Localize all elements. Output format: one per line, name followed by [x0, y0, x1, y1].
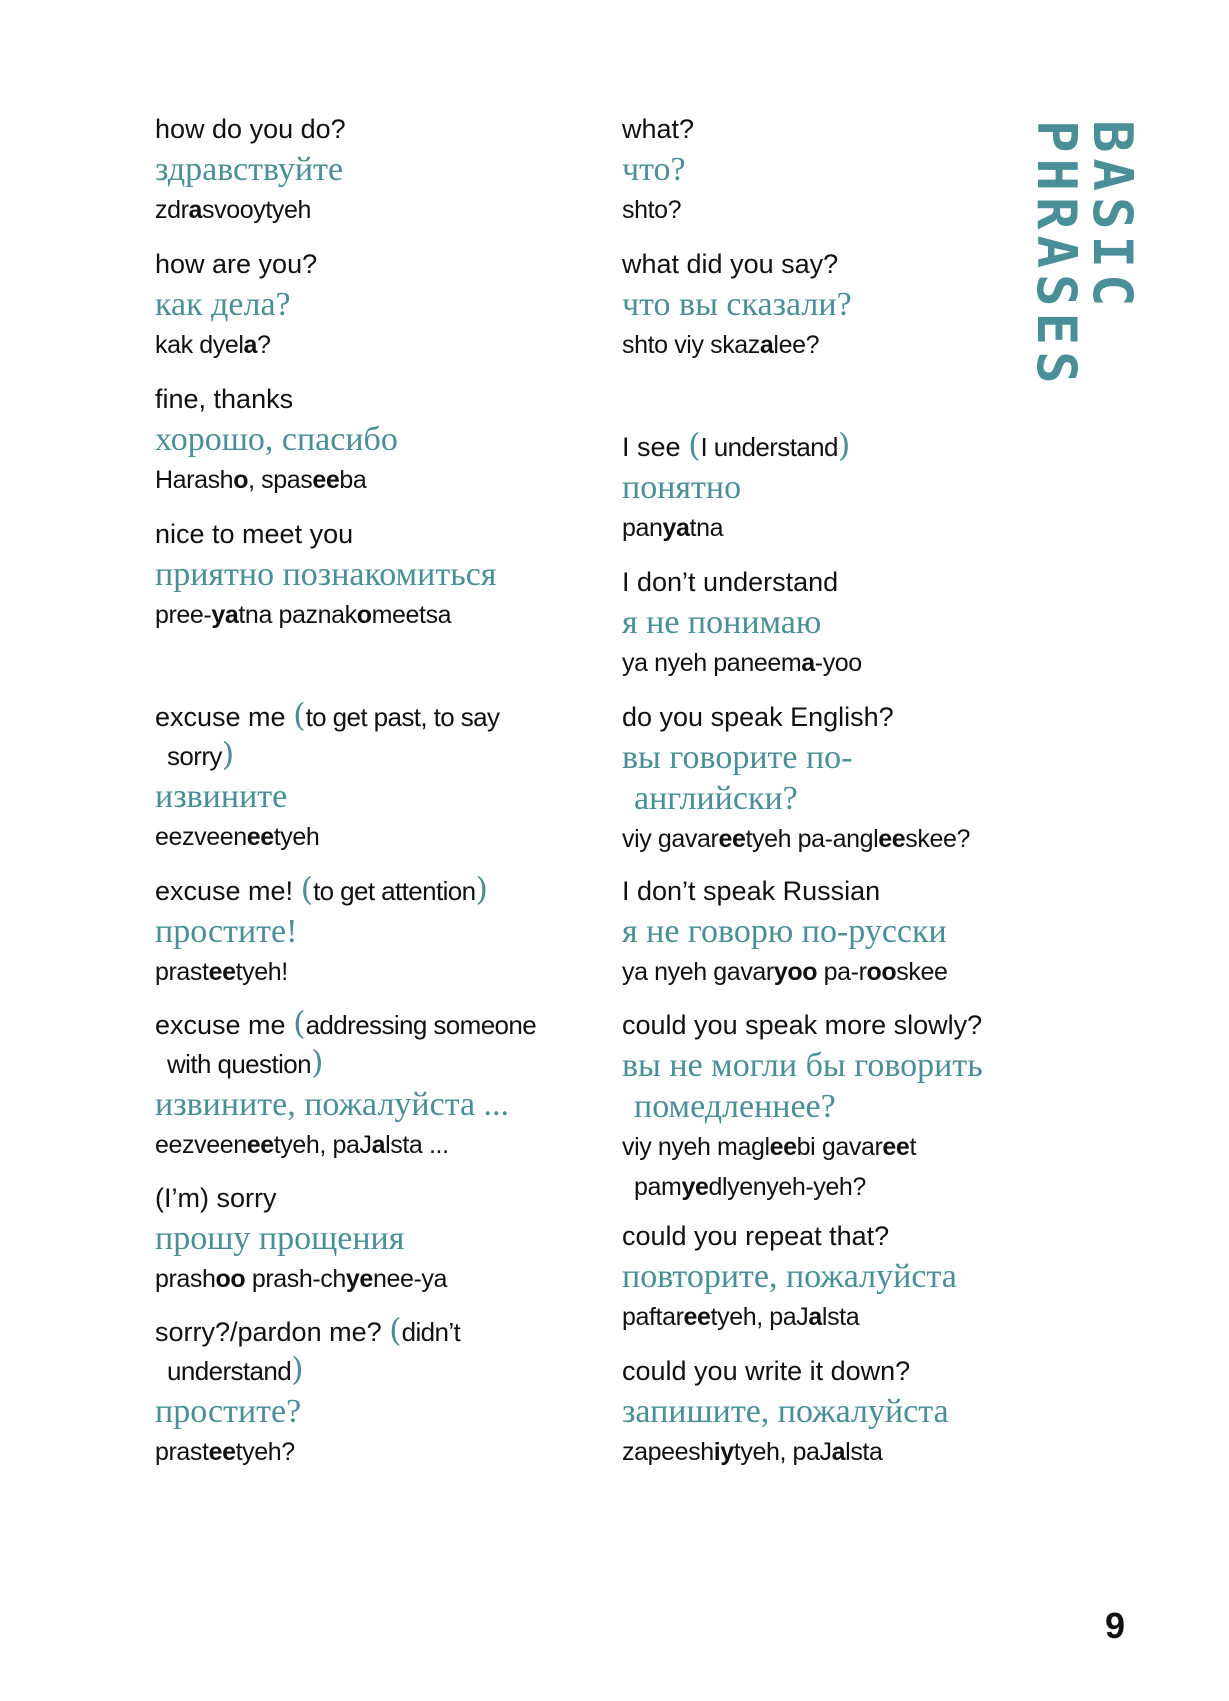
stressed-syllable: oo — [866, 958, 897, 986]
english-text: excuse me! — [155, 876, 294, 906]
transliteration — [622, 325, 1042, 365]
transliteration — [155, 460, 565, 500]
usage-note: I understand — [700, 432, 838, 462]
stressed-syllable: a — [808, 1303, 822, 1331]
transliteration — [155, 1432, 565, 1472]
phrase-excuse-me-question — [155, 1006, 565, 1165]
russian-phrase: простите! — [155, 913, 298, 950]
usage-note: didn’t — [401, 1317, 461, 1347]
stressed-syllable: yoo — [773, 958, 818, 986]
english-phrase: fine, thanks — [155, 384, 294, 414]
russian-phrase: как дела? — [155, 286, 291, 323]
transliteration-cont — [622, 1167, 1042, 1207]
russian-phrase: я не понимаю — [622, 604, 822, 641]
transliteration — [622, 819, 1042, 859]
syllable: tyeh — [273, 823, 320, 851]
syllable: kak dyel — [155, 331, 244, 359]
stressed-syllable: ee — [312, 466, 340, 494]
stressed-syllable: a — [831, 1438, 846, 1466]
english-phrase: excuse me (to get past, to say — [155, 696, 500, 734]
syllable: -yoo — [814, 649, 862, 677]
stressed-syllable: ye — [681, 1173, 709, 1201]
syllable: lee? — [773, 331, 820, 359]
syllable: tyeh, paJ — [273, 1131, 372, 1159]
syllable: tyeh, paJ — [733, 1438, 832, 1466]
russian-phrase: повторите, пожалуйста — [622, 1258, 957, 1295]
phrase-fine-thanks — [155, 380, 565, 500]
russian-phrase: приятно познакомиться — [155, 556, 497, 593]
transliteration — [155, 1125, 565, 1165]
russian-phrase: что вы сказали? — [622, 286, 852, 323]
phrase-what-did-you-say — [622, 245, 1042, 365]
transliteration — [622, 508, 1042, 548]
syllable: prash-ch — [245, 1265, 346, 1293]
phrase-what — [622, 110, 1042, 230]
stressed-syllable: ye — [345, 1265, 373, 1293]
stressed-syllable: a — [188, 196, 203, 224]
transliteration — [622, 1432, 1042, 1472]
syllable: tna — [689, 514, 724, 542]
transliteration — [155, 325, 565, 365]
english-phrase: could you write it down? — [622, 1356, 911, 1386]
english-phrase: excuse me (addressing someone — [155, 1004, 537, 1042]
syllable: shto? — [622, 196, 682, 224]
stressed-syllable: a — [801, 649, 815, 677]
syllable: dlyenyeh-yeh? — [708, 1173, 866, 1201]
english-text: excuse me — [155, 1010, 286, 1040]
phrase-how-are-you — [155, 245, 565, 365]
stressed-syllable: a — [243, 331, 258, 359]
english-phrase: could you repeat that? — [622, 1221, 890, 1251]
stressed-syllable: ee — [208, 958, 236, 986]
syllable: ya nyeh paneem — [622, 649, 802, 677]
phrase-write-it-down — [622, 1352, 1042, 1472]
english-phrase-cont: sorry) — [167, 735, 235, 773]
stressed-syllable: ee — [208, 1438, 236, 1466]
english-phrase: do you speak English? — [622, 702, 894, 732]
russian-phrase: прошу прощения — [155, 1220, 405, 1257]
syllable: pa-r — [817, 958, 867, 986]
transliteration — [155, 190, 565, 230]
english-phrase: what did you say? — [622, 249, 839, 279]
syllable: meetsa — [371, 601, 452, 629]
syllable: t — [909, 1133, 916, 1161]
stressed-syllable: o — [233, 466, 249, 494]
syllable: eezveen — [155, 823, 247, 851]
syllable: ? — [257, 331, 271, 359]
phrase-do-you-speak-english — [622, 698, 1042, 859]
syllable: pree- — [155, 601, 212, 629]
transliteration — [155, 595, 565, 635]
phrase-i-dont-understand — [622, 563, 1042, 683]
stressed-syllable: ee — [246, 1131, 274, 1159]
syllable: tyeh! — [235, 958, 288, 986]
stressed-syllable: ee — [878, 825, 906, 853]
section-title: BASIC PHRASES — [1025, 120, 1144, 390]
syllable: zapeesh — [622, 1438, 714, 1466]
russian-phrase: понятно — [622, 469, 742, 506]
syllable: tyeh pa-angl — [745, 825, 879, 853]
usage-note: to get past, to say — [305, 702, 500, 732]
syllable: viy gavar — [622, 825, 719, 853]
english-phrase: what? — [622, 114, 695, 144]
russian-phrase: я не говорю по-русски — [622, 913, 947, 950]
stressed-syllable: a — [759, 331, 774, 359]
phrase-nice-to-meet-you — [155, 515, 565, 635]
phrase-excuse-me-sorry — [155, 698, 565, 857]
english-phrase: excuse me! (to get attention) — [155, 870, 488, 908]
stressed-syllable: ee — [882, 1133, 910, 1161]
syllable: prast — [155, 1438, 209, 1466]
syllable: ba — [339, 466, 367, 494]
syllable: svooytyeh — [202, 196, 312, 224]
usage-note-cont: with question — [167, 1049, 311, 1079]
syllable: lsta — [821, 1303, 860, 1331]
syllable: bi gavar — [796, 1133, 883, 1161]
transliteration — [155, 952, 565, 992]
russian-phrase: запишите, пожалуйста — [622, 1393, 949, 1430]
russian-phrase: хорошо, спасибо — [155, 421, 398, 458]
phrase-i-dont-speak-russian — [622, 872, 1042, 992]
stressed-syllable: ee — [769, 1133, 797, 1161]
syllable: prast — [155, 958, 209, 986]
transliteration — [622, 1297, 1042, 1337]
phrase-im-sorry — [155, 1179, 565, 1299]
phrase-excuse-me-attention — [155, 872, 565, 992]
stressed-syllable: o — [356, 601, 372, 629]
syllable: , spas — [248, 466, 313, 494]
transliteration — [622, 952, 1042, 992]
phrase-how-do-you-do — [155, 110, 565, 230]
usage-note: addressing someone — [305, 1010, 537, 1040]
english-text: I see — [622, 432, 681, 462]
syllable: skee — [896, 958, 948, 986]
transliteration — [622, 1127, 1042, 1167]
english-phrase: (I’m) sorry — [155, 1183, 277, 1213]
stressed-syllable: ee — [718, 825, 746, 853]
transliteration — [155, 1259, 565, 1299]
russian-phrase: извините — [155, 778, 288, 815]
syllable: tyeh, paJ — [710, 1303, 809, 1331]
stressed-syllable: ya — [662, 514, 690, 542]
english-text: sorry?/pardon me? — [155, 1317, 382, 1347]
syllable: lsta — [845, 1438, 883, 1466]
page-number: 9 — [1105, 1605, 1126, 1646]
syllable: skee? — [905, 825, 970, 853]
english-phrase: sorry?/pardon me? (didn’t — [155, 1311, 461, 1349]
stressed-syllable: ee — [246, 823, 274, 851]
english-phrase-cont: understand) — [167, 1350, 304, 1388]
russian-phrase: извините, пожалуйста ... — [155, 1086, 510, 1123]
english-phrase: nice to meet you — [155, 519, 354, 549]
russian-phrase: вы не могли бы говорить — [622, 1047, 983, 1084]
english-phrase: could you speak more slowly? — [622, 1010, 983, 1040]
russian-phrase-cont: помедленнее? — [634, 1088, 836, 1125]
transliteration — [622, 643, 1042, 683]
syllable: zdr — [155, 196, 189, 224]
phrase-pardon-me — [155, 1313, 565, 1472]
syllable: viy nyeh magl — [622, 1133, 770, 1161]
russian-phrase: что? — [622, 151, 686, 188]
syllable: pan — [622, 514, 663, 542]
english-phrase: I see (I understand) — [622, 426, 851, 464]
syllable: paftar — [622, 1303, 684, 1331]
transliteration — [622, 190, 1042, 230]
usage-note-cont: sorry — [167, 741, 222, 771]
english-text: excuse me — [155, 702, 286, 732]
phrase-speak-slowly — [622, 1006, 1042, 1207]
usage-note-cont: understand — [167, 1356, 292, 1386]
russian-phrase: здравствуйте — [155, 151, 344, 188]
syllable: shto viy skaz — [622, 331, 760, 359]
syllable: ya nyeh gavar — [622, 958, 774, 986]
english-phrase: how do you do? — [155, 114, 346, 144]
english-phrase-cont: with question) — [167, 1043, 324, 1081]
syllable: eezveen — [155, 1131, 247, 1159]
syllable: pam — [634, 1173, 682, 1201]
russian-phrase: простите? — [155, 1393, 302, 1430]
stressed-syllable: oo — [215, 1265, 246, 1293]
transliteration — [155, 817, 565, 857]
syllable: nee-ya — [372, 1265, 447, 1293]
syllable: prash — [155, 1265, 216, 1293]
russian-phrase: вы говорите по- — [622, 739, 853, 776]
russian-phrase-cont: английски? — [634, 780, 798, 817]
stressed-syllable: a — [371, 1131, 386, 1159]
stressed-syllable: ya — [211, 601, 239, 629]
phrase-i-see — [622, 428, 1042, 548]
usage-note: to get attention — [313, 876, 476, 906]
syllable: lsta ... — [385, 1131, 449, 1159]
syllable: Harash — [155, 466, 234, 494]
stressed-syllable: ee — [683, 1303, 711, 1331]
english-phrase: I don’t understand — [622, 567, 839, 597]
english-phrase: how are you? — [155, 249, 318, 279]
phrase-repeat-that — [622, 1217, 1042, 1337]
stressed-syllable: iy — [713, 1438, 734, 1466]
syllable: tna paznak — [238, 601, 357, 629]
syllable: tyeh? — [235, 1438, 295, 1466]
english-phrase: I don’t speak Russian — [622, 876, 881, 906]
